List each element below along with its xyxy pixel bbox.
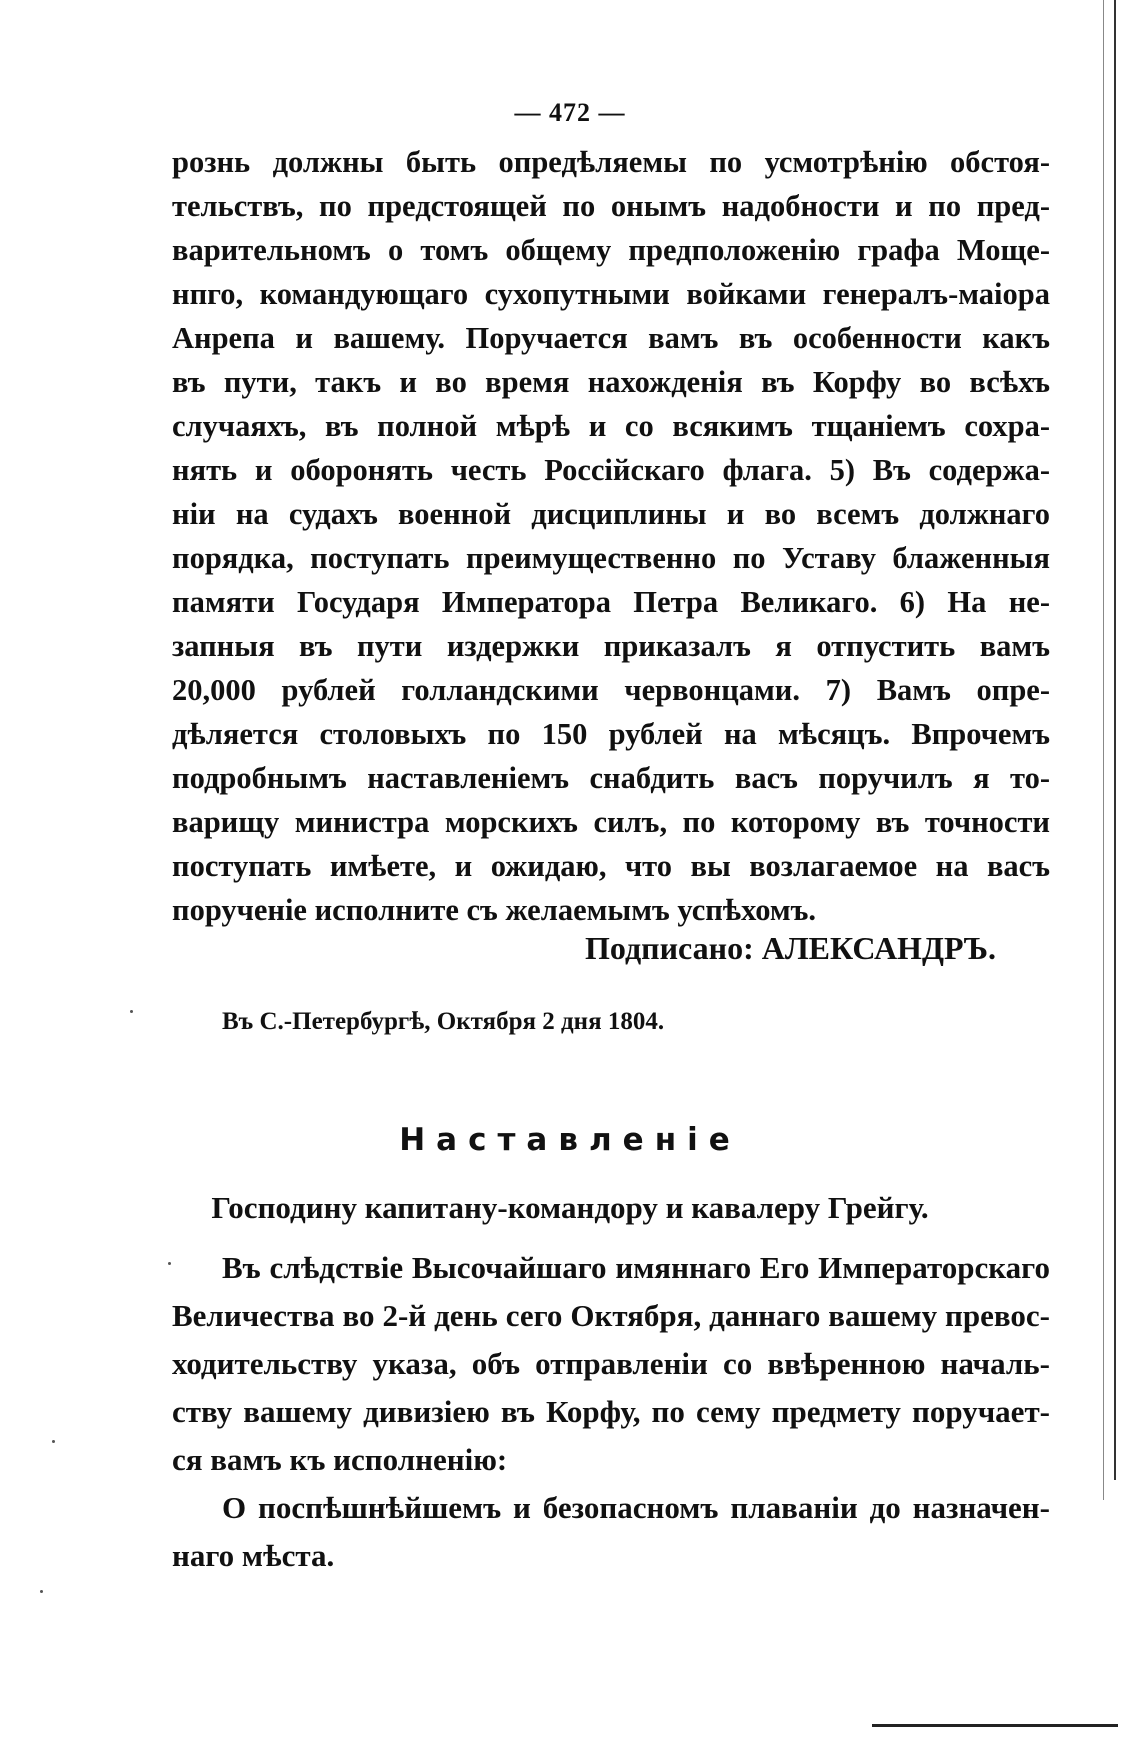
addressee-line: Господину капитану-командору и кавалеру Грейгу. <box>211 1190 929 1225</box>
page-edge-line-inner <box>1103 0 1104 1500</box>
text-line: варищу министра морскихъ силъ, по которому въ точности <box>172 805 1050 839</box>
text-line: ходительству указа, объ отправленіи со ввѣренною началь- <box>172 1346 1050 1381</box>
text-line: рознь должны быть опредѣляемы по усмотрѣнію обстоя- <box>172 145 1050 179</box>
text-line: 20,000 рублей голландскими червонцами. 7) Вамъ опре- <box>172 673 1050 707</box>
text-line: порядка, поступать преимущественно по Уставу блаженныя <box>172 541 1050 575</box>
text-line: ству вашему дивизіею въ Корфу, по сему предмету поручает- <box>172 1394 1050 1429</box>
text-line: нпго, командующаго сухопутными войками генералъ-маіора <box>172 277 1050 311</box>
signature-line: Подписано: АЛЕКСАНДРЪ. <box>585 930 996 966</box>
text-line: варительномъ о томъ общему предположенію графа Моще- <box>172 233 1050 267</box>
text-line: Въ слѣдствіе Высочайшаго имяннаго Его Императорскаго <box>222 1250 1050 1285</box>
text-line: О поспѣшнѣйшемъ и безопасномъ плаваніи до назначен- <box>222 1490 1050 1525</box>
text-line: Величества во 2-й день сего Октября, даннаго вашему превос- <box>172 1298 1050 1333</box>
text-line: наго мѣста. <box>172 1538 335 1573</box>
text-line: ніи на судахъ военной дисциплины и во всемъ должнаго <box>172 497 1050 531</box>
text-line: нять и оборонять честь Россійскаго флага. 5) Въ содержа- <box>172 453 1050 487</box>
place-date-line: Въ С.-Петербургѣ, Октября 2 дня 1804. <box>222 1008 665 1035</box>
ink-speck <box>40 1590 43 1593</box>
text-line: случаяхъ, въ полной мѣрѣ и со всякимъ тщаніемъ сохра- <box>172 409 1050 443</box>
page-number: — 472 — <box>514 98 626 127</box>
text-line: подробнымъ наставленіемъ снабдить васъ поручилъ я то- <box>172 761 1050 795</box>
page-edge-line <box>1114 0 1116 1480</box>
section-heading: Наставленіе <box>399 1122 741 1158</box>
ink-speck <box>52 1440 55 1443</box>
text-line: памяти Государя Императора Петра Великаго. 6) На не- <box>172 585 1050 619</box>
ink-speck <box>168 1262 171 1265</box>
ink-speck <box>130 1010 133 1013</box>
text-line: дѣляется столовыхъ по 150 рублей на мѣсяцъ. Впрочемъ <box>172 717 1050 751</box>
main-paragraph <box>172 140 1050 932</box>
bottom-edge-rule <box>872 1724 1118 1727</box>
text-line: въ пути, такъ и во время нахожденія въ Корфу во всѣхъ <box>172 365 1050 399</box>
text-line: ся вамъ къ исполненію: <box>172 1442 508 1477</box>
text-line: запныя въ пути издержки приказалъ я отпустить вамъ <box>172 629 1050 663</box>
text-line: поступать имѣете, и ожидаю, что вы возлагаемое на васъ <box>172 849 1050 883</box>
text-line: тельствъ, по предстоящей по онымъ надобности и по пред- <box>172 189 1050 223</box>
text-line: Анрепа и вашему. Поручается вамъ въ особенности какъ <box>172 321 1050 355</box>
text-line-last: порученіе исполните съ желаемымъ успѣхомъ. <box>172 893 817 927</box>
instruction-paragraph <box>172 1244 1050 1580</box>
